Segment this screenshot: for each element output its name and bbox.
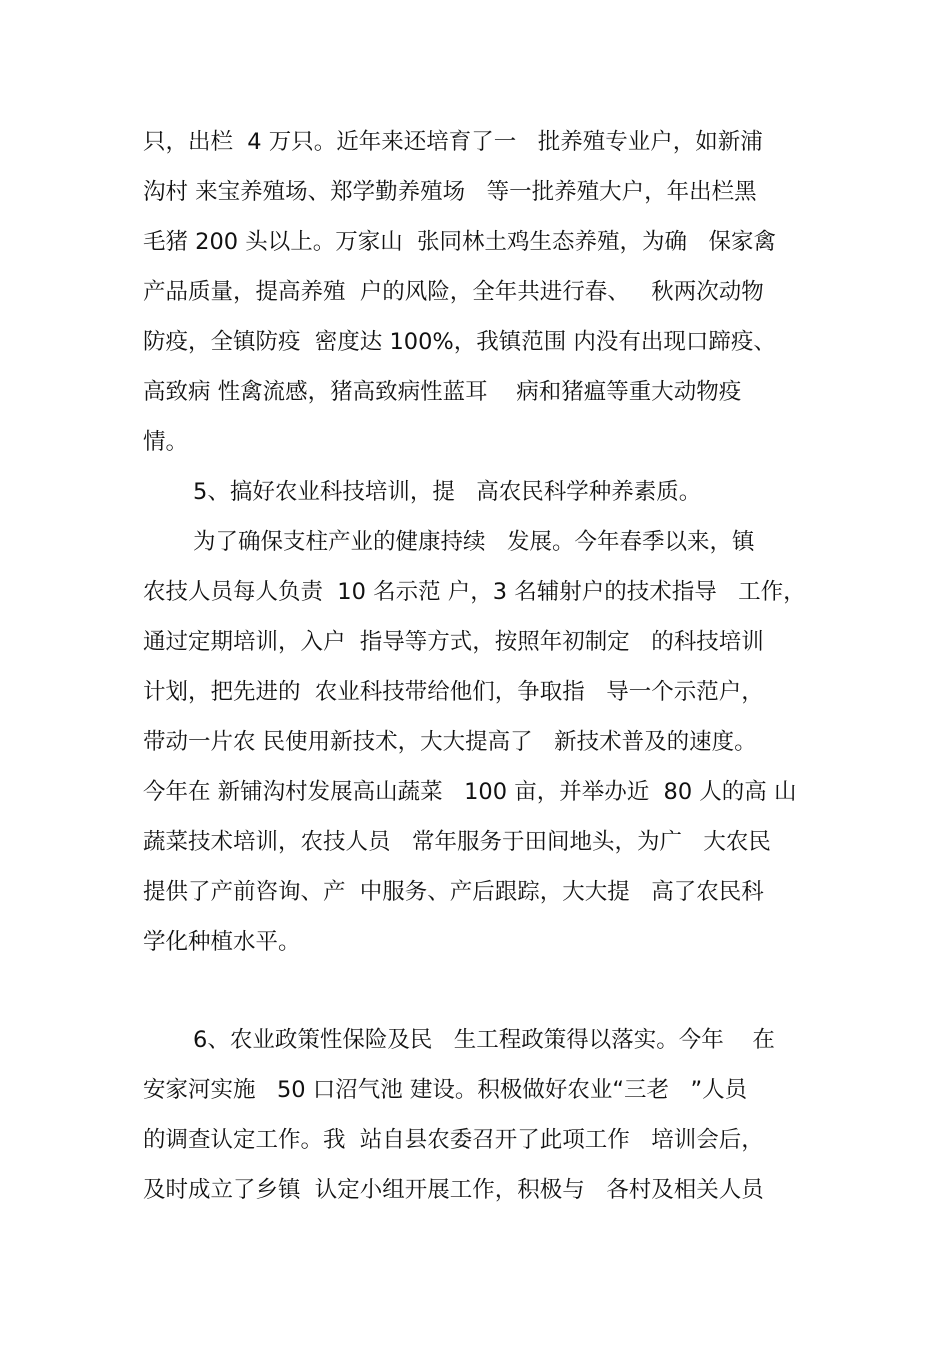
text-line: 带动一片农 民使用新技术，大大提高了 新技术普及的速度。 xyxy=(143,729,757,755)
text-line: 蔬菜技术培训，农技人员 常年服务于田间地头，为广 大农民 xyxy=(143,829,771,855)
text-line: 沟村 来宝养殖场、郑学勤养殖场 等一批养殖大户，年出栏黑 xyxy=(143,179,757,205)
paragraph-first-line: 为了确保支柱产业的健康持续 发展。今年春季以来，镇 xyxy=(193,529,755,555)
text-line: 毛猪 200 头以上。万家山 张同林土鸡生态养殖，为确 保家禽 xyxy=(143,229,777,255)
section-heading: 5、搞好农业科技培训，提 高农民科学种养素质。 xyxy=(193,479,702,505)
text-line: 及时成立了乡镇 认定小组开展工作，积极与 各村及相关人员 xyxy=(143,1177,764,1203)
text-line: 情。 xyxy=(143,429,189,455)
text-line: 提供了产前咨询、产 中服务、产后跟踪，大大提 高了农民科 xyxy=(143,879,764,905)
text-line: 安家河实施 50 口沼气池 建设。积极做好农业“三老 ”人员 xyxy=(143,1077,748,1103)
section-heading: 6、农业政策性保险及民 生工程政策得以落实。今年 在 xyxy=(193,1027,775,1053)
text-line: 通过定期培训，入户 指导等方式，按照年初制定 的科技培训 xyxy=(143,629,764,655)
text-line: 今年在 新铺沟村发展高山蔬菜 100 亩，并举办近 80 人的高 山 xyxy=(143,779,797,805)
text-line: 只，出栏 4 万只。近年来还培育了一 批养殖专业户，如新浦 xyxy=(143,129,763,155)
text-line: 高致病 性禽流感，猪高致病性蓝耳 病和猪瘟等重大动物疫 xyxy=(143,379,742,405)
text-line: 学化种植水平。 xyxy=(143,929,301,955)
text-line: 的调查认定工作。我 站自县农委召开了此项工作 培训会后， xyxy=(143,1127,764,1153)
text-line: 计划，把先进的 农业科技带给他们，争取指 导一个示范户， xyxy=(143,679,764,705)
text-line: 防疫，全镇防疫 密度达 100%，我镇范围 内没有出现口蹄疫、 xyxy=(143,329,776,355)
text-line: 农技人员每人负责 10 名示范 户，3 名辅射户的技术指导 工作， xyxy=(143,579,806,605)
text-line: 产品质量，提高养殖 户的风险，全年共进行春、 秋两次动物 xyxy=(143,279,764,305)
